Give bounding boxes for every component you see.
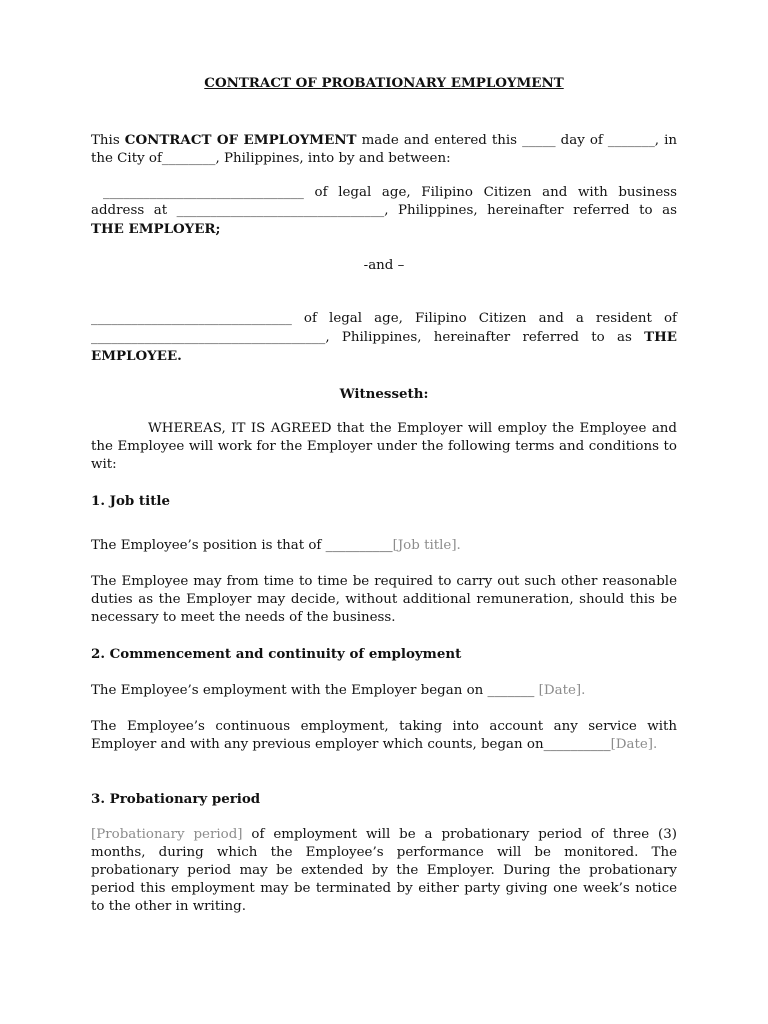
commencement-date-placeholder: [Date].: [538, 683, 586, 698]
job-position-paragraph: [91, 537, 677, 555]
job-position-text: The Employee’s position is that of __________: [91, 538, 393, 553]
commencement-paragraph: [91, 682, 677, 700]
section-job-title-heading: 1. Job title: [91, 493, 170, 509]
employer-label: THE EMPLOYER;: [91, 221, 221, 237]
commencement-text: The Employee’s employment with the Employer began on _______: [91, 683, 539, 698]
job-duties-paragraph: The Employee may from time to time be required to carry out such other reasonable duties as the Employer may decide, without additional remuneration, should this be necessary to meet the needs of the business.: [91, 574, 677, 625]
employee-text: ______________________________ of legal age, Filipino Citizen and a resident of ___________________________________, Philippines, hereinafter referred to as: [91, 311, 677, 345]
section-commencement-heading: 2. Commencement and continuity of employment: [91, 646, 462, 662]
employee-paragraph: [91, 310, 677, 366]
whereas-paragraph: WHEREAS, IT IS AGREED that the Employer will employ the Employee and the Employee will work for the Employer under the following terms and conditions to wit:: [91, 421, 677, 472]
intro-paragraph: [91, 131, 677, 168]
employer-paragraph: [91, 184, 677, 239]
continuity-text: The Employee’s continuous employment, taking into account any service with Employer and with any previous employer which counts, began on__________: [91, 719, 677, 752]
intro-text-1: This: [91, 133, 125, 148]
intro-contract-label: CONTRACT OF EMPLOYMENT: [124, 132, 357, 148]
probation-paragraph: [91, 826, 677, 916]
probation-period-placeholder: [Probationary period]: [91, 827, 243, 842]
employer-text: ______________________________ of legal age, Filipino Citizen and with business address at _______________________________, Philippines, hereinafter referred to as: [91, 185, 677, 218]
witnesseth-heading: Witnesseth:: [339, 386, 429, 402]
document-title: CONTRACT OF PROBATIONARY EMPLOYMENT: [204, 75, 564, 91]
continuity-date-placeholder: [Date].: [610, 737, 658, 752]
and-separator: -and –: [363, 258, 405, 273]
employee-label: THE EMPLOYEE.: [91, 329, 677, 364]
continuity-paragraph: [91, 718, 677, 754]
section-probation-heading: 3. Probationary period: [91, 791, 261, 807]
job-title-placeholder: [Job title].: [392, 538, 461, 553]
probation-text: of employment will be a probationary period of three (3) months, during which the Employee’s performance will be monitored. The probationary period may be extended by the Employer. During the probationary period this employment may be terminated by either party giving one week’s notice to the other in writing.: [91, 827, 677, 914]
intro-text-2: made and entered this _____ day of _______, in the City of________, Philippines, into by and between:: [91, 133, 677, 166]
